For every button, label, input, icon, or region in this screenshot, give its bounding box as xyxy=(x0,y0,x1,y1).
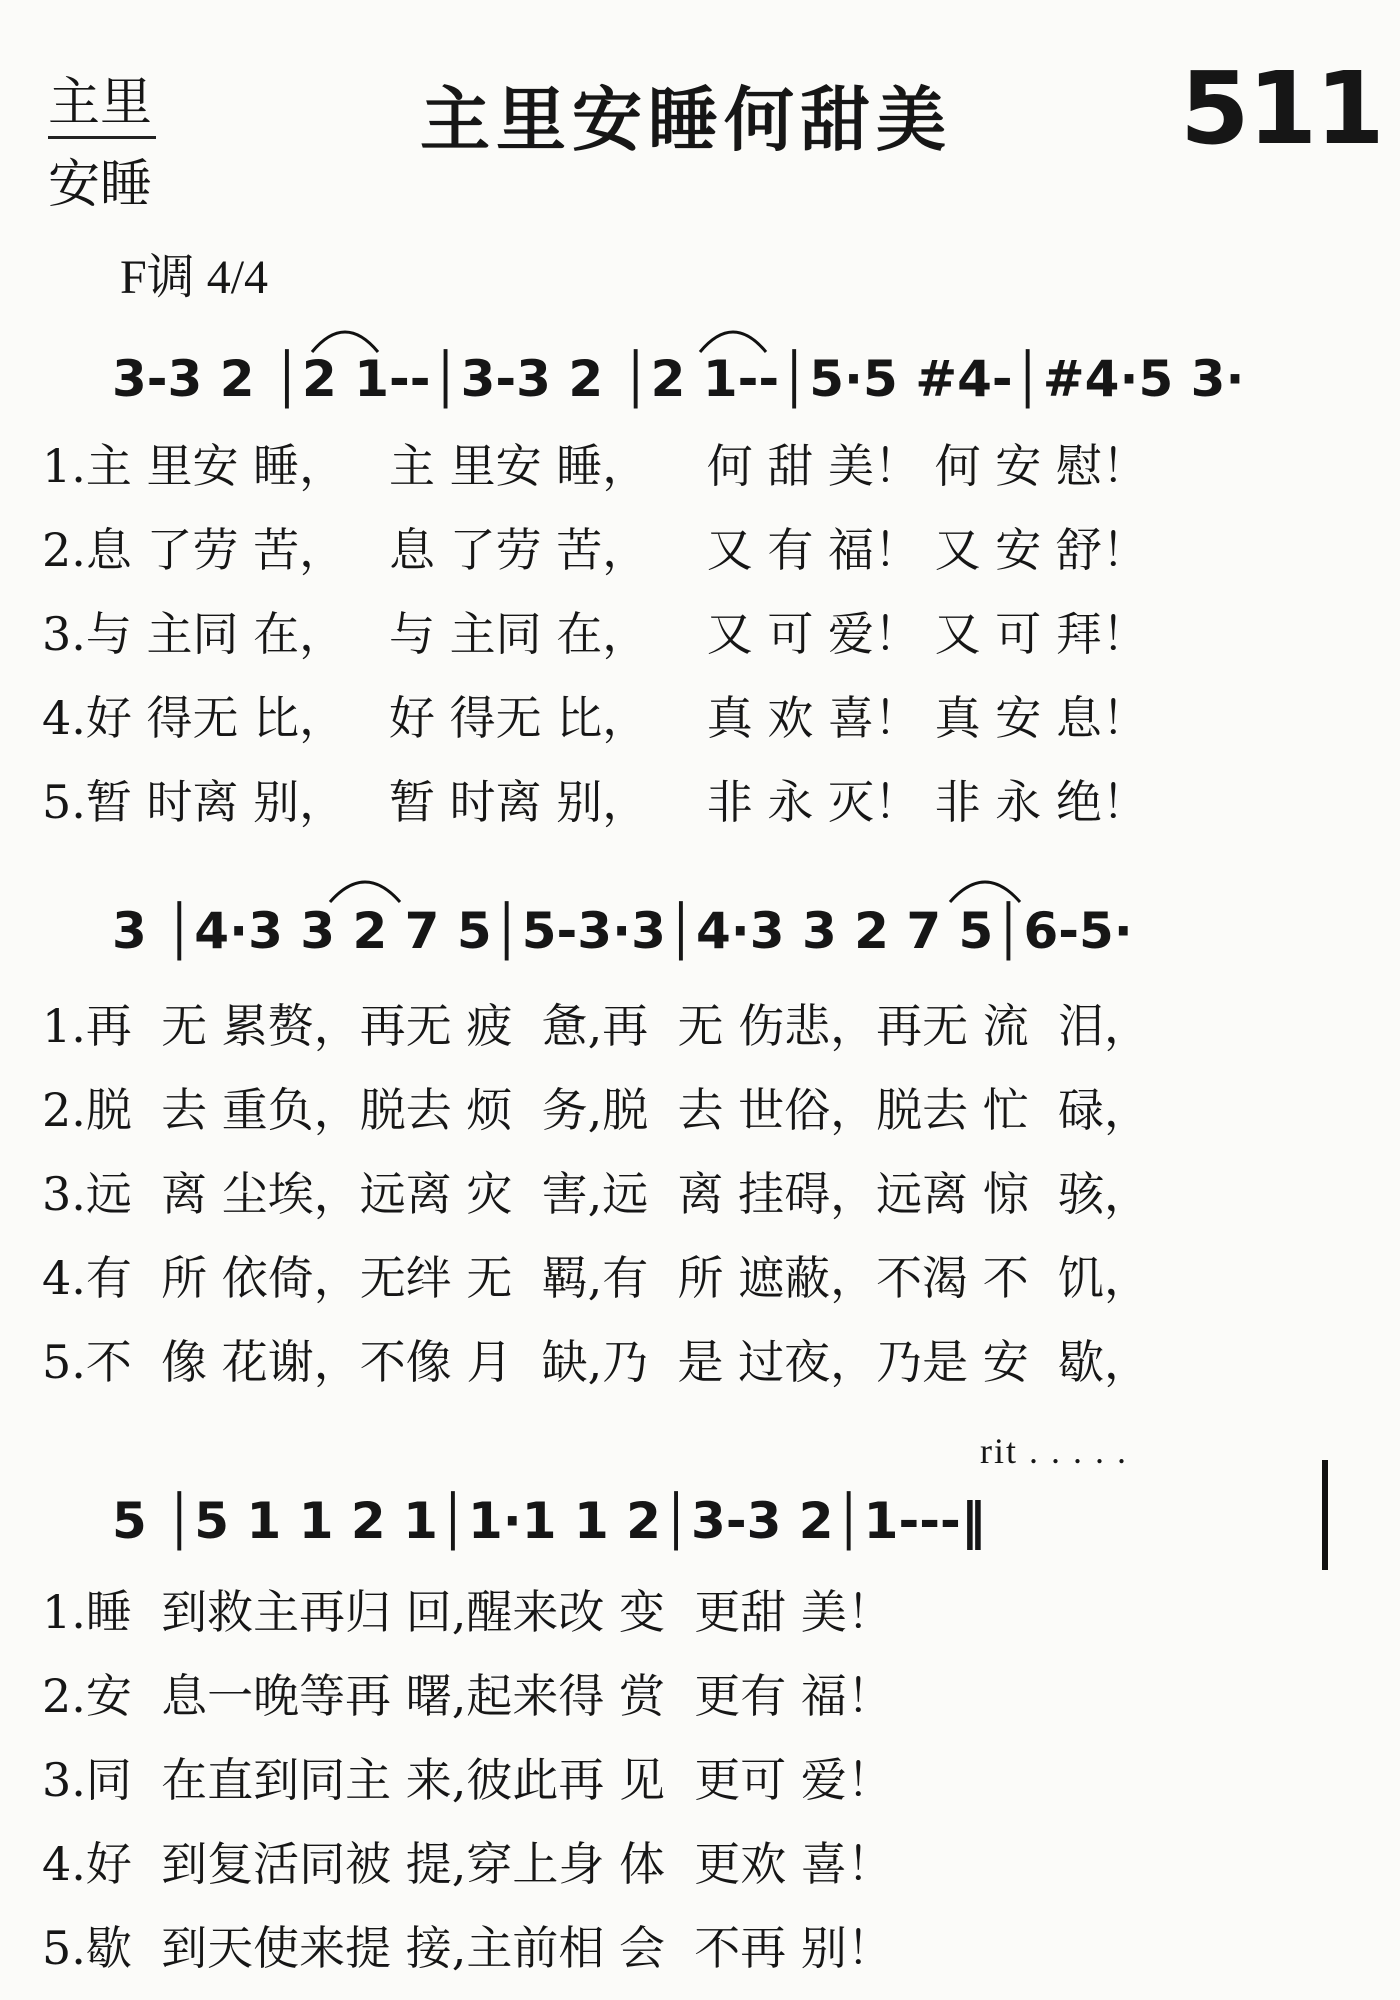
lyric-line: 1.睡 到救主再归 回,醒来改 变 更甜 美！ xyxy=(42,1585,893,1639)
lyric-line: 3.同 在直到同主 来,彼此再 见 更可 爱！ xyxy=(42,1753,893,1807)
slur-mark xyxy=(330,882,400,902)
lyric-line: 1.主 里安 睡， 主 里安 睡， 何 甜 美！ 何 安 慰！ xyxy=(42,439,1148,493)
notation-line-2: 3 │4·3 3 2 7 5│5-3·3│4·3 3 2 7 5│6-5· xyxy=(112,902,1133,960)
notation-line-1: 3-3 2 │2 1--│3-3 2 │2 1--│5·5 #4-│#4·5 3· xyxy=(112,350,1245,408)
lyric-line: 5.暂 时离 别， 暂 时离 别， 非 永 灭！ 非 永 绝！ xyxy=(42,775,1148,829)
ritardando-mark: rit . . . . . xyxy=(980,1431,1128,1471)
lyric-line: 4.好 到复活同被 提,穿上身 体 更欢 喜！ xyxy=(42,1837,893,1891)
category-label-bottom: 安睡 xyxy=(48,155,153,215)
lyric-line: 1.再 无 累赘，再无 疲 惫,再 无 伤悲，再无 流 泪， xyxy=(42,999,1150,1053)
slur-mark xyxy=(950,882,1020,902)
final-double-bar xyxy=(1322,1460,1328,1570)
lyric-line: 5.不 像 花谢，不像 月 缺,乃 是 过夜，乃是 安 歇， xyxy=(42,1335,1150,1389)
category-label-top: 主里 xyxy=(48,73,153,133)
slur-mark xyxy=(700,332,766,352)
lyric-line: 3.远 离 尘埃，远离 灾 害,远 离 挂碍，远离 惊 骇， xyxy=(42,1167,1150,1221)
hymn-number: 511 xyxy=(1180,50,1383,167)
lyric-line: 3.与 主同 在， 与 主同 在， 又 可 爱！ 又 可 拜！ xyxy=(42,607,1148,661)
category-divider xyxy=(48,136,156,139)
lyric-line: 5.歇 到天使来提 接,主前相 会 不再 别！ xyxy=(42,1921,893,1975)
key-signature: F调 4/4 xyxy=(120,251,269,304)
slur-mark xyxy=(312,332,378,352)
lyric-line: 4.好 得无 比， 好 得无 比， 真 欢 喜！ 真 安 息！ xyxy=(42,691,1148,745)
hymn-title: 主里安睡何甜美 xyxy=(420,79,952,161)
notation-line-3: 5 │5 1 1 2 1│1·1 1 2│3-3 2│1---‖ xyxy=(112,1492,986,1550)
lyric-line: 2.息 了劳 苦， 息 了劳 苦， 又 有 福！ 又 安 舒！ xyxy=(42,523,1148,577)
lyric-line: 2.脱 去 重负，脱去 烦 务,脱 去 世俗，脱去 忙 碌， xyxy=(42,1083,1150,1137)
lyric-line: 2.安 息一晚等再 曙,起来得 赏 更有 福！ xyxy=(42,1669,893,1723)
lyric-line: 4.有 所 依倚，无绊 无 羁,有 所 遮蔽，不渴 不 饥， xyxy=(42,1251,1150,1305)
